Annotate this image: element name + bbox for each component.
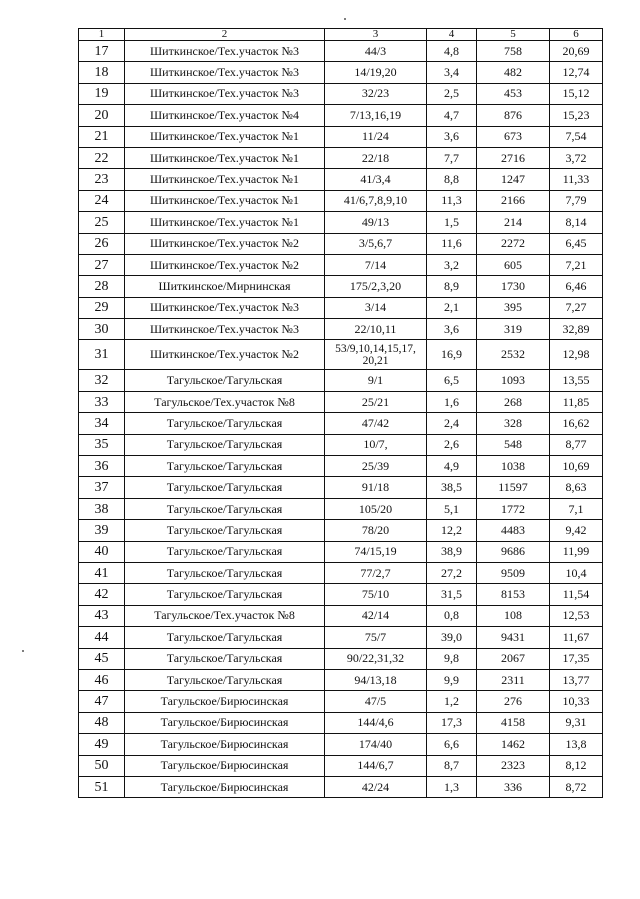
table-row	[79, 62, 603, 83]
ratio-cell: 6,46	[550, 276, 603, 297]
plot-cell: 174/40	[325, 734, 427, 755]
location-cell: Шиткинское/Тех.участок №2	[125, 254, 325, 275]
location-cell: Тагульское/Тагульская	[125, 562, 325, 583]
value-cell: 4158	[477, 712, 550, 733]
plot-cell: 75/7	[325, 627, 427, 648]
plot-cell: 42/14	[325, 605, 427, 626]
ratio-cell: 17,35	[550, 648, 603, 669]
ratio-cell: 8,72	[550, 776, 603, 797]
plot-cell: 41/3,4	[325, 169, 427, 190]
table-row	[79, 41, 603, 62]
location-cell: Шиткинское/Тех.участок №3	[125, 319, 325, 340]
row-number-cell: 33	[79, 391, 125, 412]
location-cell: Шиткинское/Тех.участок №1	[125, 190, 325, 211]
table-row	[79, 541, 603, 562]
data-table	[78, 28, 603, 798]
plot-cell: 22/18	[325, 147, 427, 168]
value-cell: 9431	[477, 627, 550, 648]
location-cell: Шиткинское/Тех.участок №2	[125, 233, 325, 254]
table-body	[79, 41, 603, 798]
ratio-cell: 8,63	[550, 477, 603, 498]
value-cell: 2272	[477, 233, 550, 254]
location-cell: Тагульское/Бирюсинская	[125, 712, 325, 733]
row-number-cell: 23	[79, 169, 125, 190]
location-cell: Шиткинское/Тех.участок №1	[125, 212, 325, 233]
area-cell: 0,8	[427, 605, 477, 626]
area-cell: 27,2	[427, 562, 477, 583]
header-cell-2: 2	[125, 29, 325, 41]
row-number-cell: 50	[79, 755, 125, 776]
plot-cell: 7/14	[325, 254, 427, 275]
area-cell: 9,8	[427, 648, 477, 669]
row-number-cell: 35	[79, 434, 125, 455]
ratio-cell: 20,69	[550, 41, 603, 62]
table-row	[79, 605, 603, 626]
row-number-cell: 34	[79, 413, 125, 434]
plot-cell: 3/14	[325, 297, 427, 318]
plot-cell: 144/6,7	[325, 755, 427, 776]
location-cell: Шиткинское/Тех.участок №1	[125, 147, 325, 168]
plot-cell: 41/6,7,8,9,10	[325, 190, 427, 211]
row-number-cell: 25	[79, 212, 125, 233]
ratio-cell: 10,4	[550, 562, 603, 583]
location-cell: Тагульское/Тагульская	[125, 648, 325, 669]
ratio-cell: 12,74	[550, 62, 603, 83]
ratio-cell: 8,14	[550, 212, 603, 233]
plot-cell: 10/7,	[325, 434, 427, 455]
plot-cell: 75/10	[325, 584, 427, 605]
row-number-cell: 37	[79, 477, 125, 498]
plot-cell: 9/1	[325, 370, 427, 391]
row-number-cell: 51	[79, 776, 125, 797]
location-cell: Тагульское/Тагульская	[125, 584, 325, 605]
location-cell: Тагульское/Бирюсинская	[125, 691, 325, 712]
area-cell: 2,1	[427, 297, 477, 318]
value-cell: 453	[477, 83, 550, 104]
area-cell: 38,5	[427, 477, 477, 498]
row-number-cell: 47	[79, 691, 125, 712]
table-row	[79, 83, 603, 104]
row-number-cell: 46	[79, 669, 125, 690]
value-cell: 395	[477, 297, 550, 318]
scan-speck	[22, 650, 24, 652]
plot-cell: 74/15,19	[325, 541, 427, 562]
row-number-cell: 43	[79, 605, 125, 626]
ratio-cell: 16,62	[550, 413, 603, 434]
location-cell: Тагульское/Тагульская	[125, 413, 325, 434]
location-cell: Тагульское/Тагульская	[125, 456, 325, 477]
area-cell: 8,8	[427, 169, 477, 190]
ratio-cell: 7,54	[550, 126, 603, 147]
ratio-cell: 12,53	[550, 605, 603, 626]
row-number-cell: 22	[79, 147, 125, 168]
location-cell: Шиткинское/Тех.участок №4	[125, 105, 325, 126]
ratio-cell: 8,77	[550, 434, 603, 455]
value-cell: 9509	[477, 562, 550, 583]
row-number-cell: 41	[79, 562, 125, 583]
row-number-cell: 28	[79, 276, 125, 297]
table-row	[79, 190, 603, 211]
value-cell: 758	[477, 41, 550, 62]
table-row	[79, 413, 603, 434]
plot-cell: 78/20	[325, 520, 427, 541]
location-cell: Шиткинское/Тех.участок №3	[125, 62, 325, 83]
value-cell: 2067	[477, 648, 550, 669]
area-cell: 8,7	[427, 755, 477, 776]
table-row	[79, 391, 603, 412]
header-cell-6: 6	[550, 29, 603, 41]
area-cell: 11,3	[427, 190, 477, 211]
area-cell: 4,8	[427, 41, 477, 62]
value-cell: 2323	[477, 755, 550, 776]
row-number-cell: 20	[79, 105, 125, 126]
value-cell: 2532	[477, 340, 550, 370]
value-cell: 1730	[477, 276, 550, 297]
table-row	[79, 477, 603, 498]
plot-cell: 25/21	[325, 391, 427, 412]
area-cell: 1,5	[427, 212, 477, 233]
area-cell: 1,2	[427, 691, 477, 712]
ratio-cell: 7,27	[550, 297, 603, 318]
location-cell: Тагульское/Бирюсинская	[125, 776, 325, 797]
value-cell: 1093	[477, 370, 550, 391]
table-row	[79, 169, 603, 190]
location-cell: Тагульское/Бирюсинская	[125, 755, 325, 776]
row-number-cell: 42	[79, 584, 125, 605]
ratio-cell: 10,33	[550, 691, 603, 712]
row-number-cell: 45	[79, 648, 125, 669]
row-number-cell: 26	[79, 233, 125, 254]
row-number-cell: 18	[79, 62, 125, 83]
table-row	[79, 562, 603, 583]
area-cell: 6,6	[427, 734, 477, 755]
row-number-cell: 48	[79, 712, 125, 733]
row-number-cell: 32	[79, 370, 125, 391]
ratio-cell: 9,42	[550, 520, 603, 541]
ratio-cell: 11,33	[550, 169, 603, 190]
table-row	[79, 297, 603, 318]
row-number-cell: 21	[79, 126, 125, 147]
table-row	[79, 434, 603, 455]
location-cell: Тагульское/Тех.участок №8	[125, 605, 325, 626]
table-row	[79, 627, 603, 648]
area-cell: 2,5	[427, 83, 477, 104]
table-row	[79, 648, 603, 669]
plot-cell: 22/10,11	[325, 319, 427, 340]
ratio-cell: 15,23	[550, 105, 603, 126]
table-row	[79, 276, 603, 297]
ratio-cell: 11,67	[550, 627, 603, 648]
value-cell: 1462	[477, 734, 550, 755]
value-cell: 482	[477, 62, 550, 83]
value-cell: 268	[477, 391, 550, 412]
ratio-cell: 7,21	[550, 254, 603, 275]
area-cell: 1,3	[427, 776, 477, 797]
ratio-cell: 3,72	[550, 147, 603, 168]
ratio-cell: 9,31	[550, 712, 603, 733]
area-cell: 12,2	[427, 520, 477, 541]
value-cell: 2716	[477, 147, 550, 168]
value-cell: 2166	[477, 190, 550, 211]
value-cell: 1772	[477, 498, 550, 519]
ratio-cell: 11,54	[550, 584, 603, 605]
location-cell: Тагульское/Тагульская	[125, 541, 325, 562]
area-cell: 7,7	[427, 147, 477, 168]
location-cell: Тагульское/Тагульская	[125, 370, 325, 391]
plot-cell: 25/39	[325, 456, 427, 477]
area-cell: 1,6	[427, 391, 477, 412]
value-cell: 319	[477, 319, 550, 340]
location-cell: Шиткинское/Тех.участок №3	[125, 83, 325, 104]
table-row	[79, 776, 603, 797]
ratio-cell: 7,79	[550, 190, 603, 211]
location-cell: Тагульское/Тагульская	[125, 498, 325, 519]
area-cell: 6,5	[427, 370, 477, 391]
area-cell: 31,5	[427, 584, 477, 605]
plot-cell: 42/24	[325, 776, 427, 797]
row-number-cell: 27	[79, 254, 125, 275]
table-row	[79, 254, 603, 275]
plot-cell: 47/42	[325, 413, 427, 434]
area-cell: 3,6	[427, 126, 477, 147]
plot-cell: 90/22,31,32	[325, 648, 427, 669]
row-number-cell: 40	[79, 541, 125, 562]
area-cell: 11,6	[427, 233, 477, 254]
ratio-cell: 8,12	[550, 755, 603, 776]
value-cell: 1038	[477, 456, 550, 477]
row-number-cell: 49	[79, 734, 125, 755]
plot-cell: 77/2,7	[325, 562, 427, 583]
area-cell: 2,4	[427, 413, 477, 434]
location-cell: Шиткинское/Тех.участок №3	[125, 297, 325, 318]
table-row	[79, 319, 603, 340]
table-row	[79, 105, 603, 126]
plot-cell: 49/13	[325, 212, 427, 233]
area-cell: 3,2	[427, 254, 477, 275]
area-cell: 38,9	[427, 541, 477, 562]
header-cell-4: 4	[427, 29, 477, 41]
area-cell: 5,1	[427, 498, 477, 519]
table-row	[79, 755, 603, 776]
location-cell: Шиткинское/Тех.участок №1	[125, 169, 325, 190]
plot-cell: 94/13,18	[325, 669, 427, 690]
ratio-cell: 32,89	[550, 319, 603, 340]
plot-cell: 14/19,20	[325, 62, 427, 83]
area-cell: 16,9	[427, 340, 477, 370]
table-row	[79, 691, 603, 712]
table-row	[79, 669, 603, 690]
table-row	[79, 233, 603, 254]
value-cell: 328	[477, 413, 550, 434]
table-row	[79, 340, 603, 370]
table-row	[79, 147, 603, 168]
value-cell: 9686	[477, 541, 550, 562]
area-cell: 4,9	[427, 456, 477, 477]
table-row	[79, 370, 603, 391]
location-cell: Тагульское/Тагульская	[125, 434, 325, 455]
table-row	[79, 498, 603, 519]
value-cell: 605	[477, 254, 550, 275]
location-cell: Шиткинское/Мирнинская	[125, 276, 325, 297]
value-cell: 214	[477, 212, 550, 233]
value-cell: 4483	[477, 520, 550, 541]
ratio-cell: 13,77	[550, 669, 603, 690]
table-row	[79, 456, 603, 477]
value-cell: 108	[477, 605, 550, 626]
location-cell: Шиткинское/Тех.участок №3	[125, 41, 325, 62]
table-row	[79, 734, 603, 755]
table-row	[79, 126, 603, 147]
ratio-cell: 6,45	[550, 233, 603, 254]
location-cell: Шиткинское/Тех.участок №2	[125, 340, 325, 370]
value-cell: 876	[477, 105, 550, 126]
plot-cell: 32/23	[325, 83, 427, 104]
row-number-cell: 17	[79, 41, 125, 62]
area-cell: 3,6	[427, 319, 477, 340]
location-cell: Тагульское/Тех.участок №8	[125, 391, 325, 412]
location-cell: Тагульское/Бирюсинская	[125, 734, 325, 755]
value-cell: 336	[477, 776, 550, 797]
table-row	[79, 212, 603, 233]
location-cell: Тагульское/Тагульская	[125, 627, 325, 648]
ratio-cell: 12,98	[550, 340, 603, 370]
row-number-cell: 36	[79, 456, 125, 477]
value-cell: 1247	[477, 169, 550, 190]
table-row	[79, 584, 603, 605]
row-number-cell: 29	[79, 297, 125, 318]
plot-cell: 47/5	[325, 691, 427, 712]
ratio-cell: 13,55	[550, 370, 603, 391]
value-cell: 673	[477, 126, 550, 147]
ratio-cell: 11,85	[550, 391, 603, 412]
row-number-cell: 30	[79, 319, 125, 340]
value-cell: 548	[477, 434, 550, 455]
area-cell: 17,3	[427, 712, 477, 733]
table-header-row	[79, 29, 603, 41]
header-cell-5: 5	[477, 29, 550, 41]
location-cell: Тагульское/Тагульская	[125, 520, 325, 541]
plot-cell: 3/5,6,7	[325, 233, 427, 254]
row-number-cell: 19	[79, 83, 125, 104]
ratio-cell: 13,8	[550, 734, 603, 755]
plot-cell: 11/24	[325, 126, 427, 147]
ratio-cell: 11,99	[550, 541, 603, 562]
location-cell: Тагульское/Тагульская	[125, 669, 325, 690]
value-cell: 11597	[477, 477, 550, 498]
row-number-cell: 24	[79, 190, 125, 211]
row-number-cell: 31	[79, 340, 125, 370]
area-cell: 3,4	[427, 62, 477, 83]
header-cell-3: 3	[325, 29, 427, 41]
ratio-cell: 15,12	[550, 83, 603, 104]
scan-speck	[344, 18, 346, 20]
plot-cell: 7/13,16,19	[325, 105, 427, 126]
plot-cell: 44/3	[325, 41, 427, 62]
plot-cell: 53/9,10,14,15,17, 20,21	[325, 340, 427, 370]
row-number-cell: 44	[79, 627, 125, 648]
value-cell: 8153	[477, 584, 550, 605]
location-cell: Шиткинское/Тех.участок №1	[125, 126, 325, 147]
area-cell: 9,9	[427, 669, 477, 690]
row-number-cell: 39	[79, 520, 125, 541]
area-cell: 8,9	[427, 276, 477, 297]
ratio-cell: 7,1	[550, 498, 603, 519]
row-number-cell: 38	[79, 498, 125, 519]
ratio-cell: 10,69	[550, 456, 603, 477]
location-cell: Тагульское/Тагульская	[125, 477, 325, 498]
plot-cell: 105/20	[325, 498, 427, 519]
table-row	[79, 712, 603, 733]
value-cell: 276	[477, 691, 550, 712]
area-cell: 4,7	[427, 105, 477, 126]
table-row	[79, 520, 603, 541]
plot-cell: 144/4,6	[325, 712, 427, 733]
value-cell: 2311	[477, 669, 550, 690]
header-cell-1: 1	[79, 29, 125, 41]
plot-cell: 175/2,3,20	[325, 276, 427, 297]
area-cell: 2,6	[427, 434, 477, 455]
plot-cell: 91/18	[325, 477, 427, 498]
area-cell: 39,0	[427, 627, 477, 648]
